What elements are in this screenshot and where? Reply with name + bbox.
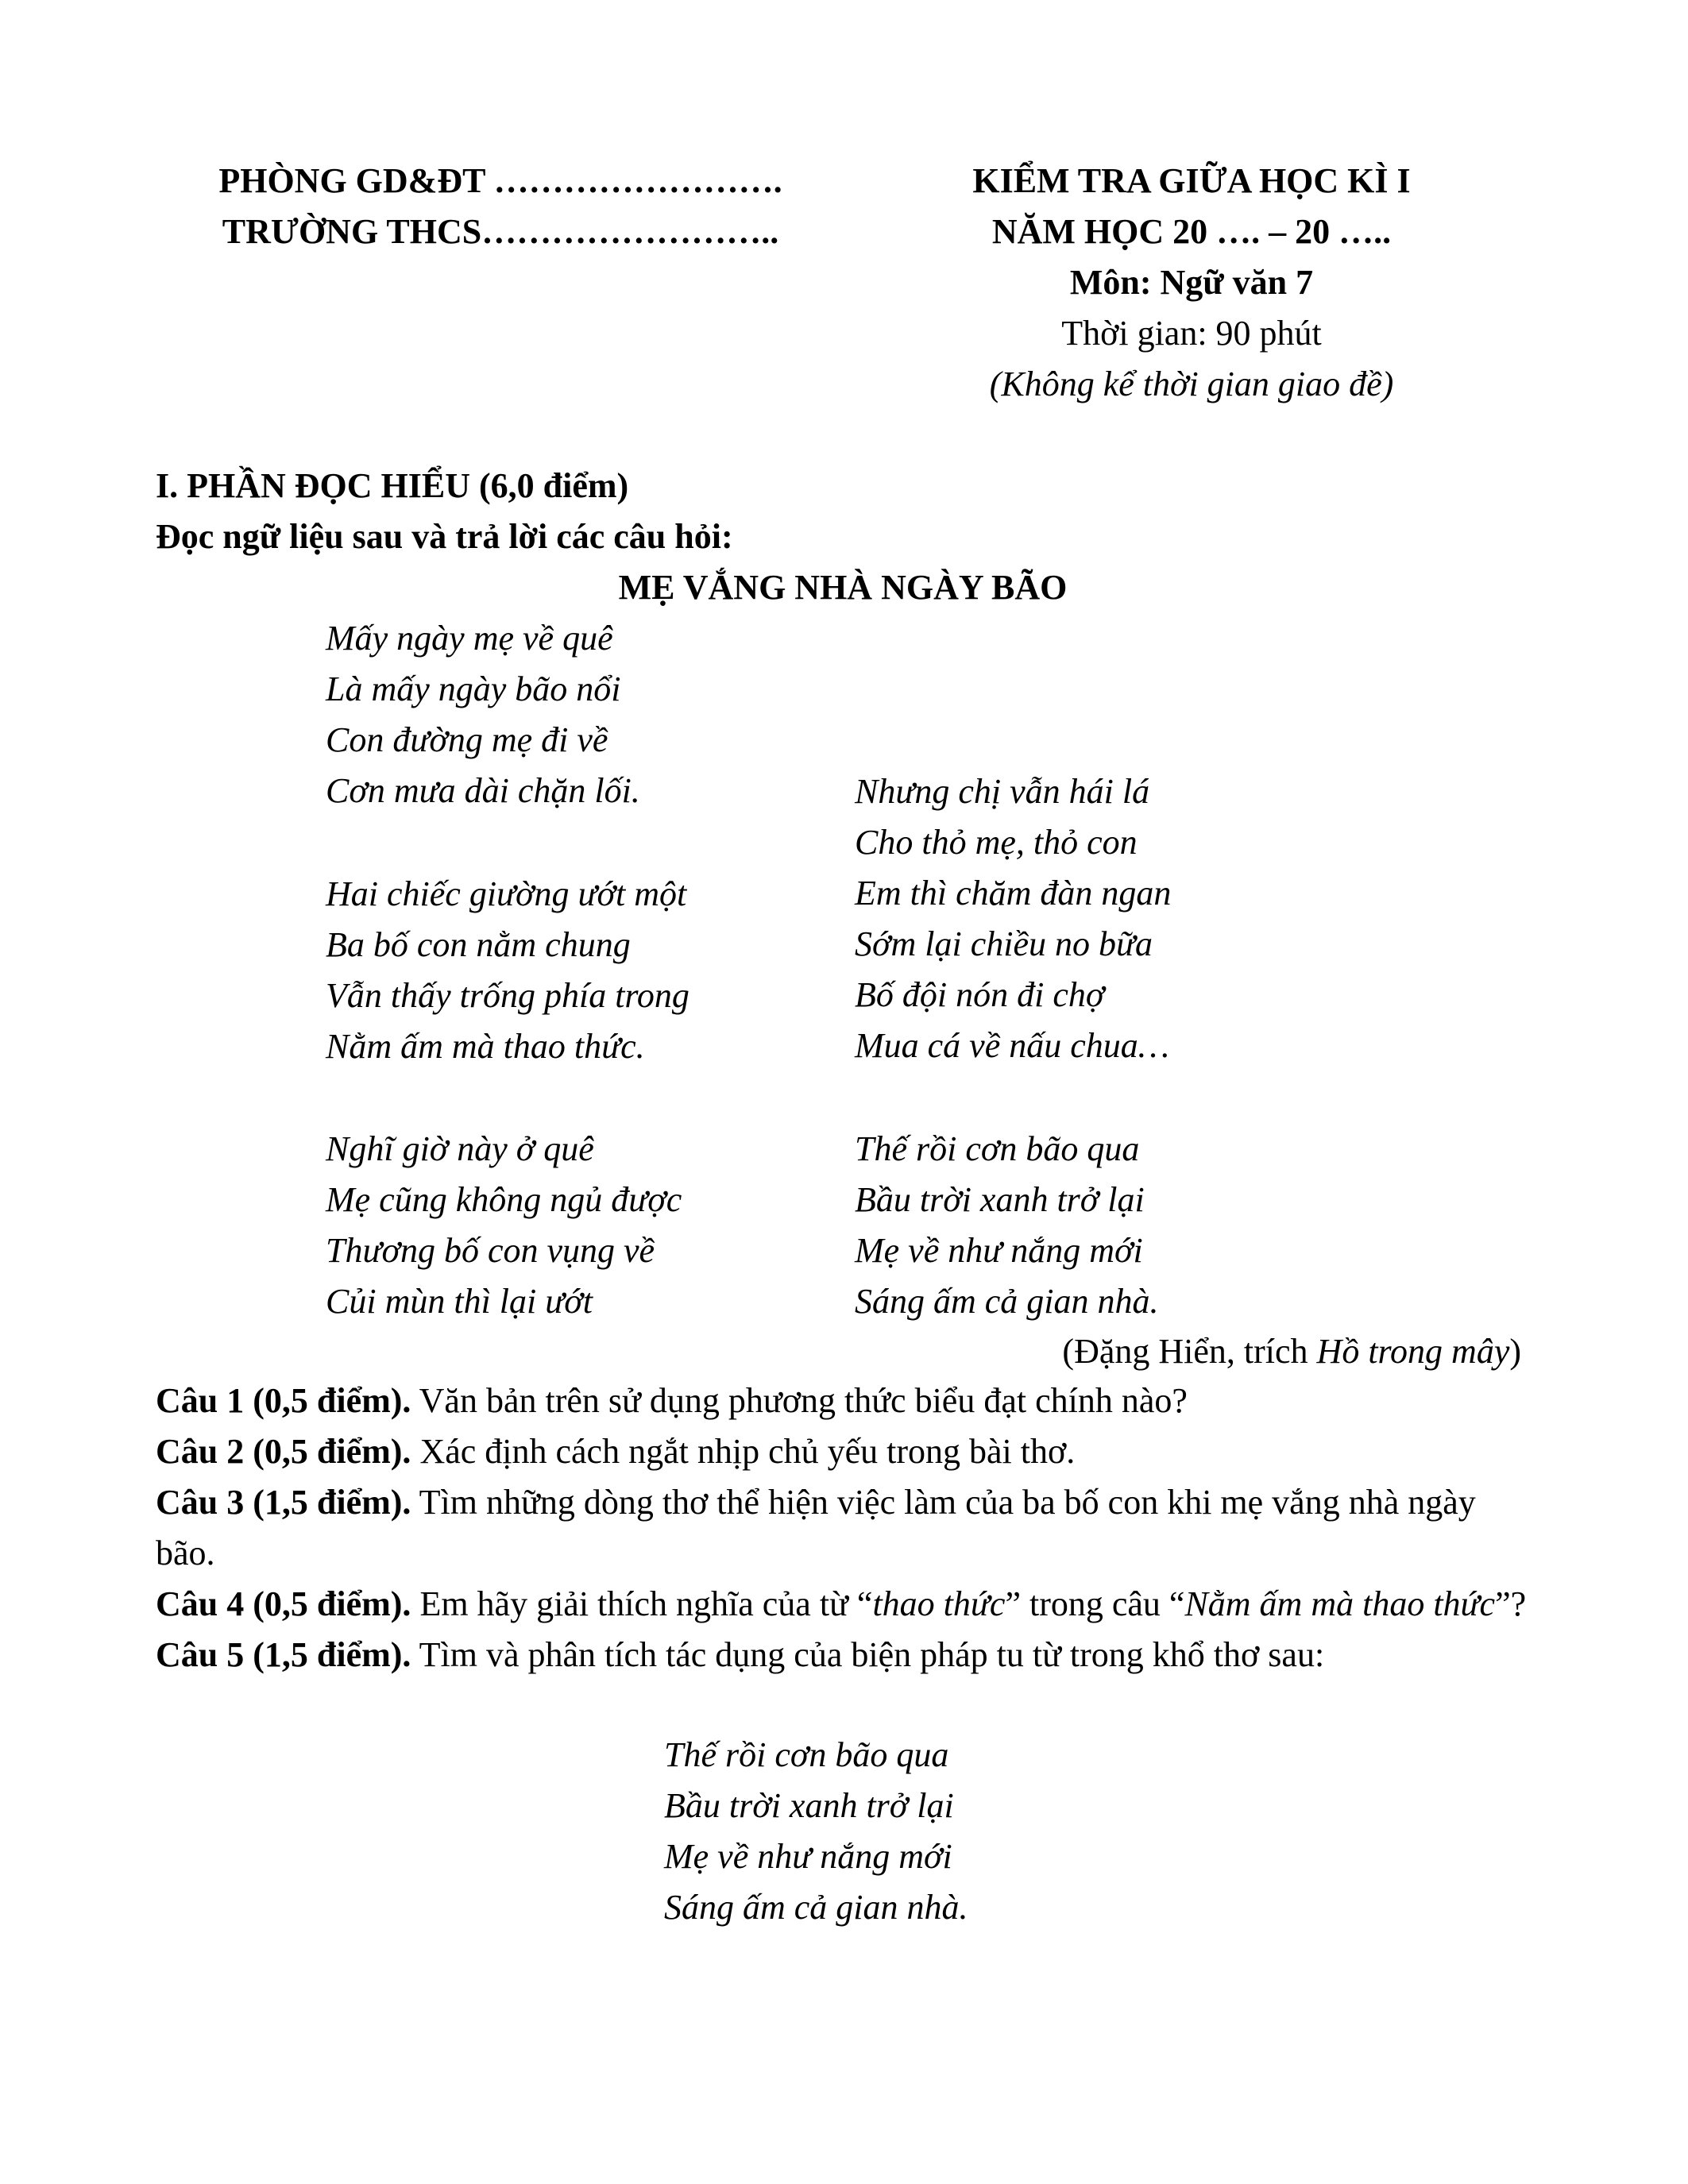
poem-line: Vẫn thấy trống phía trong	[326, 976, 689, 1015]
quoted-line: Mẹ về như nắng mới	[664, 1837, 952, 1876]
question-text: Văn bản trên sử dụng phương thức biểu đạt chính nào?	[411, 1381, 1188, 1420]
question-word: thao thức	[872, 1584, 1006, 1623]
poem-line: Cho thỏ mẹ, thỏ con	[855, 823, 1138, 862]
poem-stanza-3	[326, 1124, 682, 1327]
source-author: (Đặng Hiển, trích	[1062, 1332, 1317, 1371]
source-work: Hồ trong mây	[1316, 1332, 1510, 1371]
question-3	[156, 1477, 1538, 1579]
quoted-line: Bầu trời xanh trở lại	[664, 1786, 954, 1825]
subject: Môn: Ngữ văn 7	[1069, 263, 1314, 302]
school-line: TRƯỜNG THCS……………………..	[222, 212, 779, 251]
question-label: Câu 2 (0,5 điểm).	[156, 1432, 411, 1471]
question-label: Câu 3 (1,5 điểm).	[156, 1483, 411, 1522]
poem-line: Nằm ấm mà thao thức.	[326, 1027, 645, 1066]
poem-line: Là mấy ngày bão nổi	[326, 669, 621, 708]
poem-line: Bố đội nón đi chợ	[855, 975, 1105, 1014]
question-text: Tìm những dòng thơ thể hiện việc làm của ba bố con khi mẹ vắng nhà ngày bão.	[156, 1483, 1476, 1572]
poem-line: Củi mùn thì lại ướt	[326, 1282, 593, 1321]
question-label: Câu 1 (0,5 điểm).	[156, 1381, 411, 1420]
quoted-line: Thế rồi cơn bão qua	[664, 1735, 949, 1774]
question-text: Em hãy giải thích nghĩa của từ “	[411, 1584, 873, 1623]
question-list	[156, 1376, 1538, 1680]
poem-line: Bầu trời xanh trở lại	[855, 1180, 1145, 1219]
poem-line: Mẹ cũng không ngủ được	[326, 1180, 682, 1219]
school-header	[159, 156, 842, 257]
exam-header	[906, 156, 1477, 410]
question-1	[156, 1376, 1538, 1426]
poem-line: Cơn mưa dài chặn lối.	[326, 771, 640, 810]
question-text: ” trong câu “	[1005, 1584, 1185, 1623]
question-phrase: Nằm ấm mà thao thức	[1184, 1584, 1496, 1623]
poem-line: Nghĩ giờ này ở quê	[326, 1129, 594, 1168]
poem-line: Thế rồi cơn bão qua	[855, 1129, 1140, 1168]
exam-title: KIỂM TRA GIỮA HỌC KÌ I	[972, 161, 1411, 200]
question-4	[156, 1579, 1538, 1630]
poem-stanza-2	[326, 869, 689, 1072]
poem-line: Sáng ấm cả gian nhà.	[855, 1282, 1159, 1321]
poem-line: Mua cá về nấu chua…	[855, 1026, 1169, 1065]
exam-time-note: (Không kể thời gian giao đề)	[989, 365, 1394, 403]
poem-line: Thương bố con vụng về	[326, 1231, 655, 1270]
poem-line: Em thì chăm đàn ngan	[855, 874, 1172, 913]
poem-stanza-5	[855, 1124, 1159, 1327]
poem-line: Hai chiếc giường ướt một	[326, 874, 687, 913]
poem-source	[1062, 1326, 1521, 1377]
reading-instruction: Đọc ngữ liệu sau và trả lời các câu hỏi:	[156, 517, 733, 556]
question-text: Xác định cách ngắt nhịp chủ yếu trong bài thơ.	[411, 1432, 1076, 1471]
poem-stanza-1	[326, 613, 640, 816]
question-2	[156, 1426, 1538, 1477]
poem-line: Mấy ngày mẹ về quê	[326, 619, 613, 658]
poem-line: Sớm lại chiều no bữa	[855, 924, 1153, 963]
source-close: )	[1509, 1332, 1521, 1371]
poem-title: MẸ VẮNG NHÀ NGÀY BÃO	[618, 568, 1068, 607]
poem-line: Con đường mẹ đi về	[326, 720, 608, 759]
poem-line: Mẹ về như nắng mới	[855, 1231, 1143, 1270]
section-title: I. PHẦN ĐỌC HIỂU (6,0 điểm)	[156, 466, 629, 505]
question-5	[156, 1630, 1538, 1680]
poem-line: Ba bố con nằm chung	[326, 925, 631, 964]
question-text: ”?	[1495, 1584, 1527, 1623]
quoted-stanza	[664, 1730, 968, 1933]
poem-stanza-4	[855, 766, 1171, 1071]
question-label: Câu 4 (0,5 điểm).	[156, 1584, 411, 1623]
department-line: PHÒNG GD&ĐT …………………….	[218, 161, 782, 200]
question-text: Tìm và phân tích tác dụng của biện pháp tu từ trong khổ thơ sau:	[411, 1635, 1325, 1674]
exam-time: Thời gian: 90 phút	[1061, 314, 1322, 353]
quoted-line: Sáng ấm cả gian nhà.	[664, 1888, 968, 1927]
question-label: Câu 5 (1,5 điểm).	[156, 1635, 411, 1674]
school-year: NĂM HỌC 20 …. – 20 …..	[991, 212, 1392, 251]
poem-line: Nhưng chị vẫn hái lá	[855, 772, 1150, 811]
